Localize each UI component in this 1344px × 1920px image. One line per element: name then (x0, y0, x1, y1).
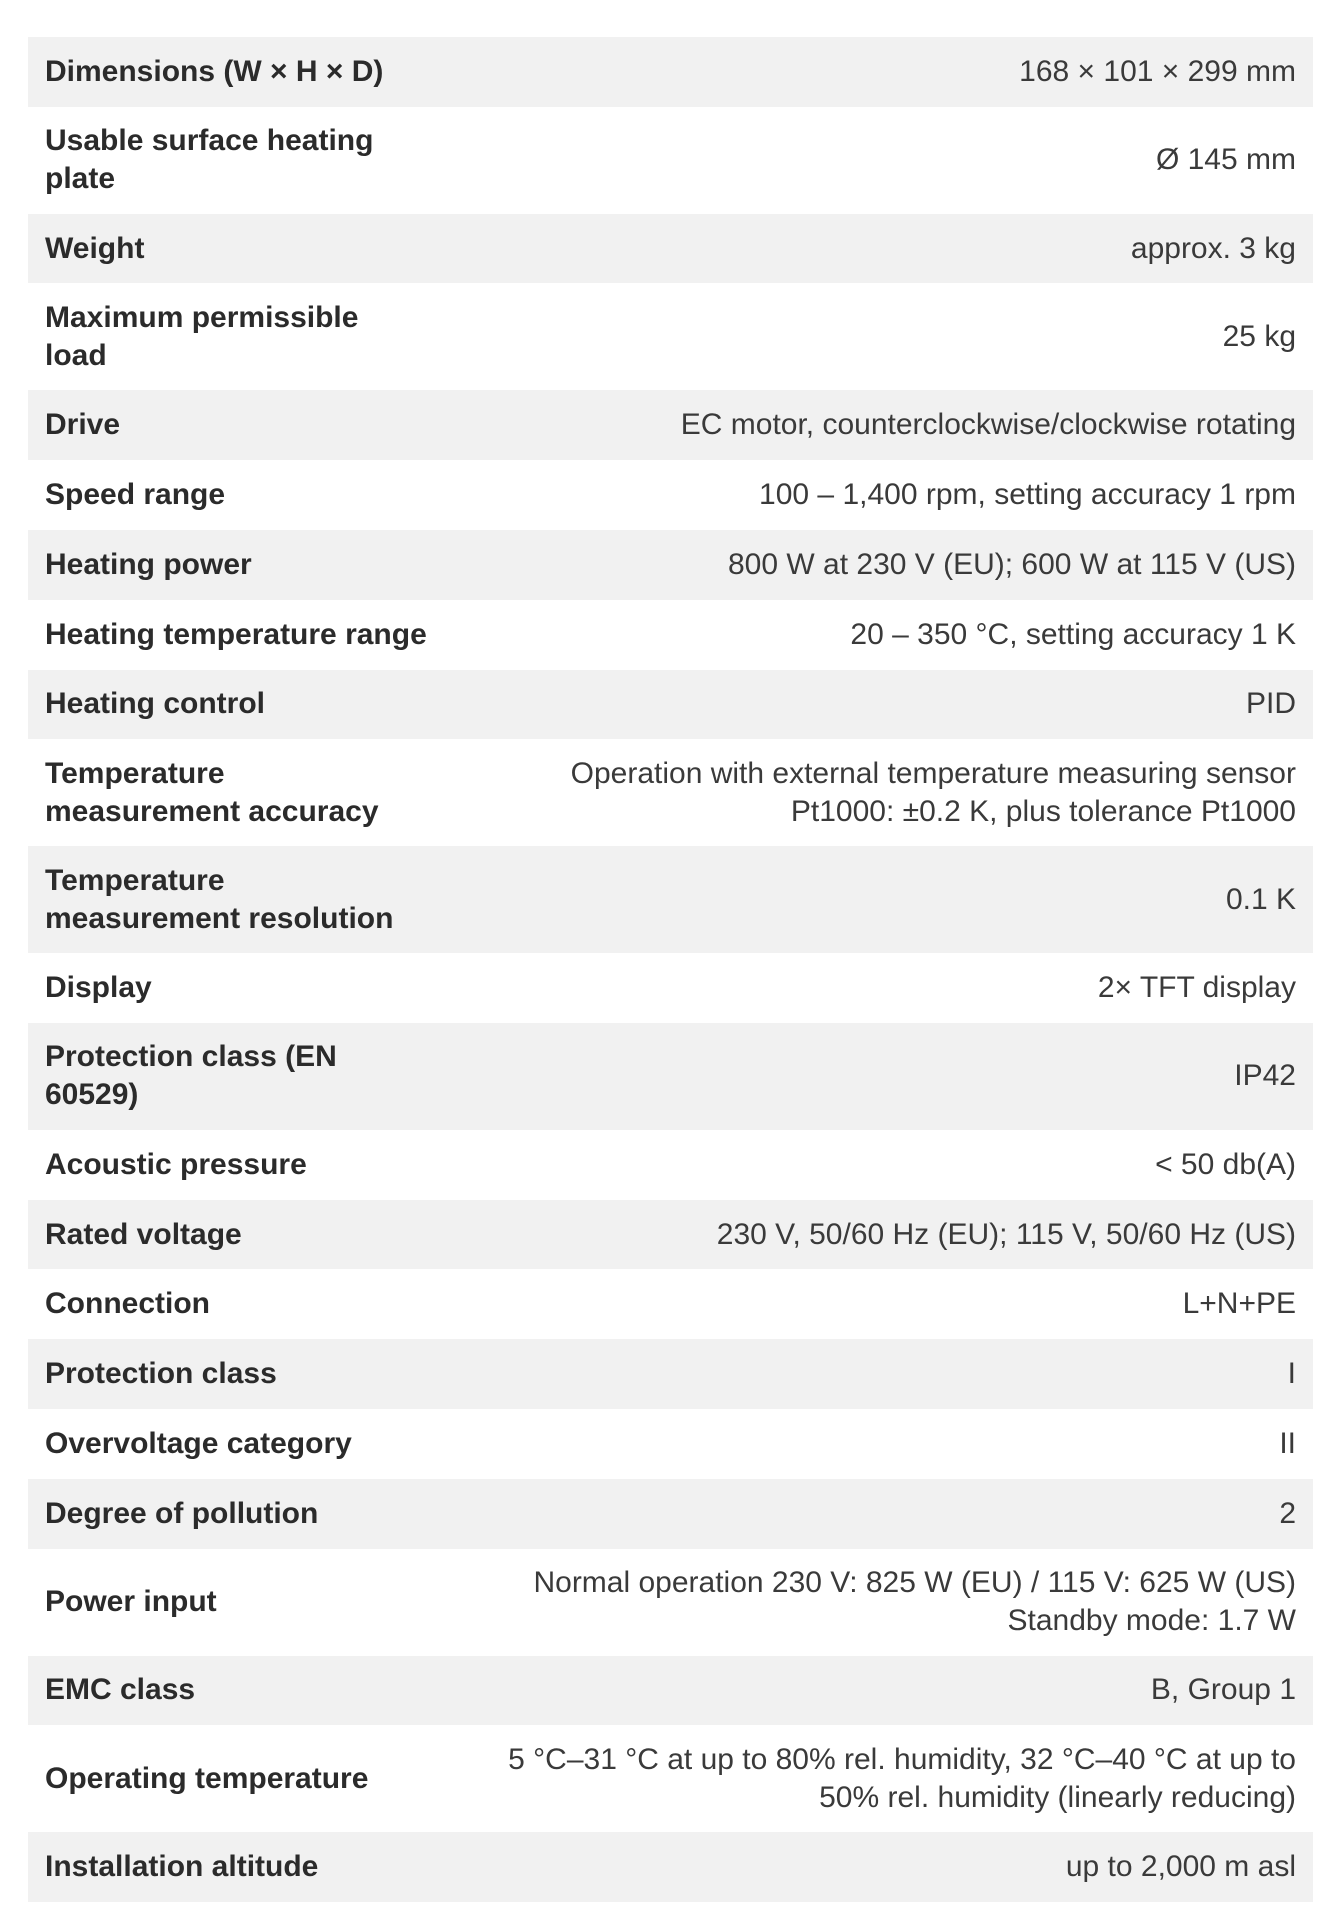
spec-value: < 50 db(A) (1155, 1147, 1296, 1181)
spec-row-rated-voltage (28, 1200, 1313, 1270)
spec-row-protection-class (28, 1339, 1313, 1409)
spec-row-speed-range (28, 460, 1313, 530)
spec-label: Maximum permissible load (45, 300, 359, 372)
spec-row-power-input (28, 1549, 1313, 1656)
spec-value: B, Group 1 (1150, 1673, 1296, 1707)
spec-row-acoustic-pressure (28, 1130, 1313, 1200)
spec-value: II (1279, 1426, 1296, 1460)
spec-value-line: 5 °C–31 °C at up to 80% rel. humidity, 32 °C–40 °C at up to (508, 1742, 1296, 1776)
spec-value-line: Pt1000: ±0.2 K, plus tolerance Pt1000 (790, 794, 1296, 828)
spec-value: L+N+PE (1182, 1287, 1296, 1321)
spec-label: Installation altitude (45, 1850, 319, 1884)
spec-value: 100 – 1,400 rpm, setting accuracy 1 rpm (759, 478, 1296, 512)
spec-value: 20 – 350 °C, setting accuracy 1 K (850, 617, 1296, 651)
spec-value: PID (1245, 687, 1296, 721)
spec-row-connection (28, 1269, 1313, 1339)
spec-row-usable-surface (28, 107, 1313, 214)
spec-value-line: Normal operation 230 V: 825 W (EU) / 115 V: 625 W (US) (533, 1566, 1296, 1600)
spec-row-emc-class (28, 1656, 1313, 1726)
spec-row-temp-measurement-resolution (28, 846, 1313, 953)
spec-label: Operating temperature (45, 1761, 369, 1795)
spec-label: Rated voltage (45, 1217, 242, 1251)
spec-label: Usable surface heating plate (45, 124, 374, 196)
spec-label: Heating temperature range (45, 617, 427, 651)
spec-value: approx. 3 kg (1130, 231, 1296, 265)
spec-label: Temperature measurement accuracy (45, 756, 379, 828)
spec-label: Display (45, 971, 152, 1005)
spec-label: Overvoltage category (45, 1426, 352, 1460)
spec-row-temp-measurement-accuracy (28, 739, 1313, 846)
spec-row-installation-altitude (28, 1832, 1313, 1902)
spec-row-heating-control (28, 670, 1313, 740)
spec-value: 168 × 101 × 299 mm (1019, 54, 1296, 88)
spec-label: Drive (45, 408, 121, 442)
spec-label: Degree of pollution (45, 1496, 319, 1530)
spec-label: Protection class (EN 60529) (45, 1040, 337, 1112)
spec-value: 800 W at 230 V (EU); 600 W at 115 V (US) (727, 547, 1296, 581)
spec-value: EC motor, counterclockwise/clockwise rotating (680, 408, 1296, 442)
spec-row-protection-class-en (28, 1023, 1313, 1130)
spec-value: 2× TFT display (1097, 971, 1296, 1005)
spec-label: Connection (45, 1287, 210, 1321)
spec-row-operating-temperature (28, 1725, 1313, 1832)
spec-row-degree-of-pollution (28, 1479, 1313, 1549)
spec-label: Heating control (45, 687, 266, 721)
spec-row-heating-temp-range (28, 600, 1313, 670)
spec-label: Dimensions (W × H × D) (45, 54, 384, 88)
spec-row-overvoltage-category (28, 1409, 1313, 1479)
spec-label: Speed range (45, 478, 226, 512)
spec-row-display (28, 953, 1313, 1023)
spec-value: 25 kg (1222, 319, 1296, 353)
spec-value: up to 2,000 m asl (1065, 1850, 1296, 1884)
spec-label: Power input (45, 1585, 217, 1619)
spec-value (425, 755, 1296, 831)
spec-table (28, 37, 1313, 1902)
spec-value-line: Operation with external temperature measuring sensor (570, 756, 1296, 790)
spec-value (217, 1564, 1296, 1640)
spec-label: Acoustic pressure (45, 1147, 307, 1181)
spec-row-max-load (28, 283, 1313, 390)
spec-value (368, 1741, 1296, 1817)
spec-value: Ø 145 mm (1155, 143, 1296, 177)
spec-value: I (1287, 1357, 1296, 1391)
spec-value: 230 V, 50/60 Hz (EU); 115 V, 50/60 Hz (US) (716, 1217, 1296, 1251)
spec-row-heating-power (28, 530, 1313, 600)
spec-label: Weight (45, 231, 145, 265)
spec-value: 0.1 K (1225, 882, 1296, 916)
spec-label: Protection class (45, 1357, 277, 1391)
spec-row-weight (28, 214, 1313, 284)
spec-label: Heating power (45, 547, 252, 581)
spec-value: 2 (1279, 1496, 1296, 1530)
spec-label: EMC class (45, 1673, 196, 1707)
spec-row-dimensions (28, 37, 1313, 107)
spec-value-line: 50% rel. humidity (linearly reducing) (819, 1780, 1296, 1814)
spec-value-line: Standby mode: 1.7 W (1007, 1604, 1296, 1638)
spec-value: IP42 (1234, 1059, 1296, 1093)
spec-row-drive (28, 390, 1313, 460)
spec-label: Temperature measurement resolution (45, 863, 394, 935)
